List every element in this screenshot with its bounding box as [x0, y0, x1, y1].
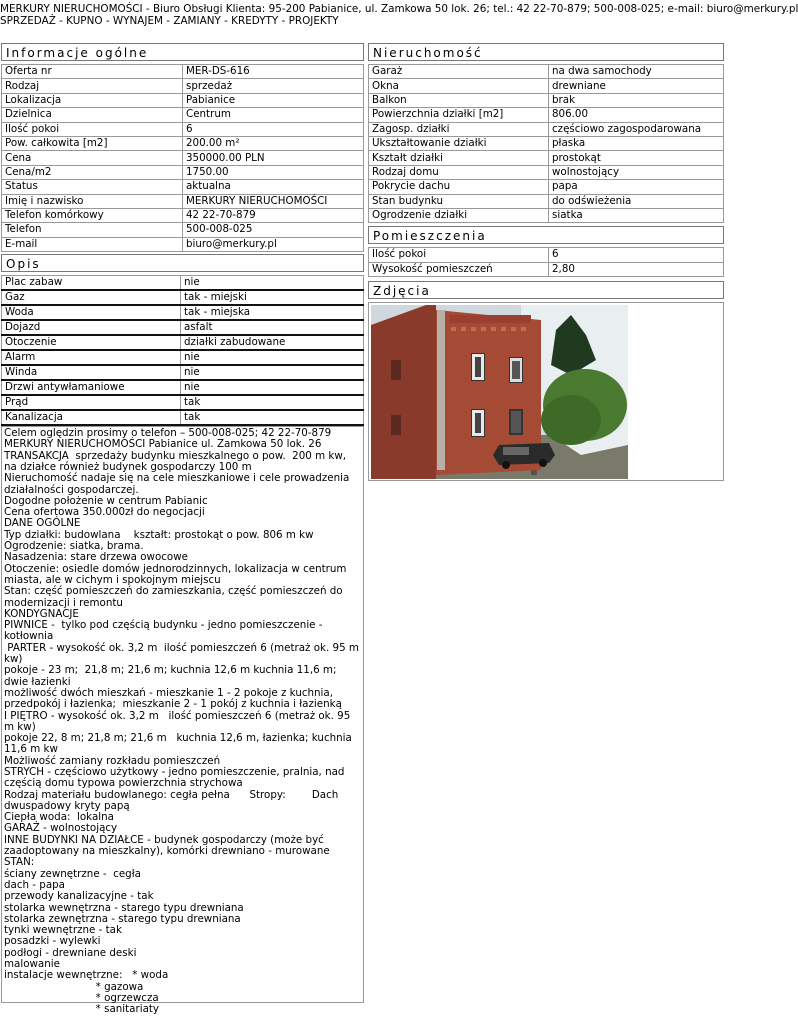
general-field-label: Lokalizacja: [2, 93, 183, 107]
property-field-value: brak: [549, 93, 724, 107]
feature-field-value: nie: [181, 276, 364, 291]
feature-field-value: tak - miejski: [181, 290, 364, 305]
general-field-row: [2, 237, 364, 251]
feature-field-label: Dojazd: [2, 320, 181, 335]
feature-field-row: [2, 380, 364, 395]
property-field-row: [369, 65, 724, 79]
feature-field-row: [2, 350, 364, 365]
room-field-value: 6: [549, 248, 724, 262]
property-field-value: częściowo zagospodarowana: [549, 122, 724, 136]
property-field-row: [369, 194, 724, 208]
property-field-row: [369, 122, 724, 136]
feature-field-row: [2, 305, 364, 320]
property-description: Celem oględzin prosimy o telefon – 500-008-025; 42 22-70-879 MERKURY NIERUCHOMOŚCI Pabianice ul. Zamkowa 50 lok. 26 TRANSAKCJA sprzedaży budynku mieszkalnego o pow. 200 m kw, na działce również budynek gospodarczy 100 m Nieruchomość nadaje się na cele mieszkaniowe i cele prowadzenia działalności gospodarczej. Dogodne położenie w centrum Pabianic Cena ofertowa 350.000zł do negocjacji DANE OGÓLNE Typ działki: budowlana kształt: prostokąt o pow. 806 m kw Ogrodzenie: siatka, brama. Nasadzenia: stare drzewa owocowe Otoczenie: osiedle domów jednorodzinnych, lokalizacja w centrum miasta, ale w cichym i spokojnym miejscu Stan: część pomieszczeń do zamieszkania, część pomieszczeń do modernizacji i remontu KONDYGNACJE PIWNICE - tylko pod częścią budynku - jedno pomieszczenie - kotłownia PARTER - wysokość ok. 3,2 m ilość pomieszczeń 6 (metraż ok. 95 m kw) pokoje - 23 m; 21,8 m; 21,6 m; kuchnia 12,6 m kuchnia 11,6 m; dwie łazienki możliwość dwóch mieszkań - mieszkanie 1 - 2 pokoje z kuchnia, przedpokój i łazienka; mieszkanie 2 - 1 pokój z kuchnia i łazienką I PIĘTRO - wysokość ok. 3,2 m ilość pomieszczeń 6 (metraż ok. 95 m kw) pokoje 22, 8 m; 21,8 m; 21,6 m kuchnia 12,6 m, łazienka; kuchnia 11,6 m kw Możliwość zamiany rozkładu pomieszczeń STRYCH - częściowo użytkowy - jedno pomieszczenie, pralnia, nad częścią domu typowa powierzchnia strychowa Rodzaj materiału budowlanego: cegła pełna Stropy: Dach dwuspadowy kryty papą Ciepła woda: lokalna GARAŻ - wolnostojący INNE BUDYNKI NA DZIAŁCE - budynek gospodarczy (może być zaadoptowany na mieszkalny), komórki drewniano - murowane STAN: ściany zewnętrzne - cegła dach - papa przewody kanalizacyjne - tak stolarka wewnętrzna - starego typu drewniana stolarka zewnętrzna - starego typu drewniana tynki wewnętrzne - tak posadzki - wylewki podłogi - drewniane deski malowanie instalacje wewnętrzne: * woda * gazowa * ogrzewcza * sanitariaty: [1, 426, 364, 1003]
general-field-label: Cena: [2, 151, 183, 165]
room-field-label: Wysokość pomieszczeń: [369, 262, 549, 276]
feature-field-label: Woda: [2, 305, 181, 320]
property-field-row: [369, 165, 724, 179]
feature-field-row: [2, 410, 364, 425]
feature-field-value: nie: [181, 365, 364, 380]
general-field-label: Ilość pokoi: [2, 122, 183, 136]
property-field-label: Powierzchnia działki [m2]: [369, 108, 549, 122]
property-field-label: Stan budynku: [369, 194, 549, 208]
general-field-label: Telefon komórkowy: [2, 208, 183, 222]
room-field-row: [369, 262, 724, 276]
general-field-value: sprzedaż: [183, 79, 364, 93]
property-field-value: prostokąt: [549, 151, 724, 165]
property-table: [368, 64, 724, 223]
right-column: [368, 41, 724, 481]
features-table: [1, 275, 364, 426]
property-field-value: wolnostojący: [549, 165, 724, 179]
house-photo[interactable]: [371, 305, 628, 479]
feature-field-value: tak - miejska: [181, 305, 364, 320]
property-field-label: Pokrycie dachu: [369, 180, 549, 194]
photo-frame: [368, 302, 724, 481]
feature-field-value: działki zabudowane: [181, 335, 364, 350]
section-title-general: Informacje ogólne: [1, 43, 364, 61]
property-field-value: płaska: [549, 136, 724, 150]
general-field-value: 350000.00 PLN: [183, 151, 364, 165]
general-field-label: Oferta nr: [2, 65, 183, 79]
general-field-value: 500-008-025: [183, 223, 364, 237]
agency-services-line: SPRZEDAŻ - KUPNO - WYNAJEM - ZAMIANY - KREDYTY - PROJEKTY: [0, 14, 339, 27]
general-field-label: Status: [2, 180, 183, 194]
general-field-label: Rodzaj: [2, 79, 183, 93]
feature-field-value: nie: [181, 350, 364, 365]
general-field-label: E-mail: [2, 237, 183, 251]
feature-field-value: asfalt: [181, 320, 364, 335]
property-field-value: 806.00: [549, 108, 724, 122]
general-field-label: Telefon: [2, 223, 183, 237]
general-field-value: 6: [183, 122, 364, 136]
property-field-value: do odświeżenia: [549, 194, 724, 208]
general-field-row: [2, 223, 364, 237]
property-field-row: [369, 208, 724, 222]
feature-field-label: Alarm: [2, 350, 181, 365]
feature-field-value: tak: [181, 410, 364, 425]
property-field-row: [369, 180, 724, 194]
property-field-row: [369, 108, 724, 122]
general-field-row: [2, 194, 364, 208]
property-field-row: [369, 151, 724, 165]
general-field-row: [2, 108, 364, 122]
general-field-value: Centrum: [183, 108, 364, 122]
property-field-label: Garaż: [369, 65, 549, 79]
feature-field-label: Plac zabaw: [2, 276, 181, 291]
property-field-row: [369, 79, 724, 93]
general-field-value: aktualna: [183, 180, 364, 194]
page-header: [0, 3, 798, 27]
general-field-value: 200.00 m²: [183, 136, 364, 150]
general-field-value: 42 22-70-879: [183, 208, 364, 222]
feature-field-label: Drzwi antywłamaniowe: [2, 380, 181, 395]
general-field-row: [2, 208, 364, 222]
property-field-value: papa: [549, 180, 724, 194]
feature-field-label: Prąd: [2, 395, 181, 410]
property-field-value: drewniane: [549, 79, 724, 93]
property-field-label: Ogrodzenie działki: [369, 208, 549, 222]
general-field-label: Cena/m2: [2, 165, 183, 179]
feature-field-row: [2, 365, 364, 380]
general-field-row: [2, 79, 364, 93]
feature-field-row: [2, 276, 364, 291]
general-field-value: MER-DS-616: [183, 65, 364, 79]
feature-field-row: [2, 335, 364, 350]
general-field-row: [2, 93, 364, 107]
general-field-row: [2, 180, 364, 194]
feature-field-row: [2, 395, 364, 410]
property-field-label: Zagosp. działki: [369, 122, 549, 136]
section-title-property: Nieruchomość: [368, 43, 724, 61]
property-field-row: [369, 136, 724, 150]
property-field-row: [369, 93, 724, 107]
feature-field-label: Kanalizacja: [2, 410, 181, 425]
room-field-label: Ilość pokoi: [369, 248, 549, 262]
feature-field-row: [2, 320, 364, 335]
general-field-label: Imię i nazwisko: [2, 194, 183, 208]
property-field-label: Balkon: [369, 93, 549, 107]
room-field-value: 2,80: [549, 262, 724, 276]
feature-field-label: Winda: [2, 365, 181, 380]
general-field-value: 1750.00: [183, 165, 364, 179]
property-field-value: siatka: [549, 208, 724, 222]
general-field-row: [2, 65, 364, 79]
feature-field-value: nie: [181, 380, 364, 395]
feature-field-row: [2, 290, 364, 305]
property-field-value: na dwa samochody: [549, 65, 724, 79]
room-field-row: [369, 248, 724, 262]
general-field-row: [2, 151, 364, 165]
general-field-row: [2, 165, 364, 179]
property-field-label: Okna: [369, 79, 549, 93]
section-title-rooms: Pomieszczenia: [368, 226, 724, 244]
feature-field-label: Otoczenie: [2, 335, 181, 350]
property-field-label: Ukształtowanie działki: [369, 136, 549, 150]
general-field-row: [2, 122, 364, 136]
general-field-value[interactable]: biuro@merkury.pl: [183, 237, 364, 251]
general-field-row: [2, 136, 364, 150]
general-field-label: Dzielnica: [2, 108, 183, 122]
property-field-label: Rodzaj domu: [369, 165, 549, 179]
general-field-label: Pow. całkowita [m2]: [2, 136, 183, 150]
general-field-value: Pabianice: [183, 93, 364, 107]
feature-field-label: Gaz: [2, 290, 181, 305]
section-title-photos: Zdjęcia: [368, 281, 724, 299]
general-field-value: MERKURY NIERUCHOMOŚCI: [183, 194, 364, 208]
rooms-table: [368, 247, 724, 277]
agency-contact-line: MERKURY NIERUCHOMOŚCI - Biuro Obsługi Klienta: 95-200 Pabianice, ul. Zamkowa 50 lok. 26; tel.: 42 22-70-879; 500-008-025; e-mail: biuro@merkury.pl: [0, 3, 798, 15]
feature-field-value: tak: [181, 395, 364, 410]
left-column: [1, 41, 364, 1016]
property-field-label: Kształt działki: [369, 151, 549, 165]
general-info-table: [1, 64, 364, 252]
section-title-opis: Opis: [1, 254, 364, 272]
